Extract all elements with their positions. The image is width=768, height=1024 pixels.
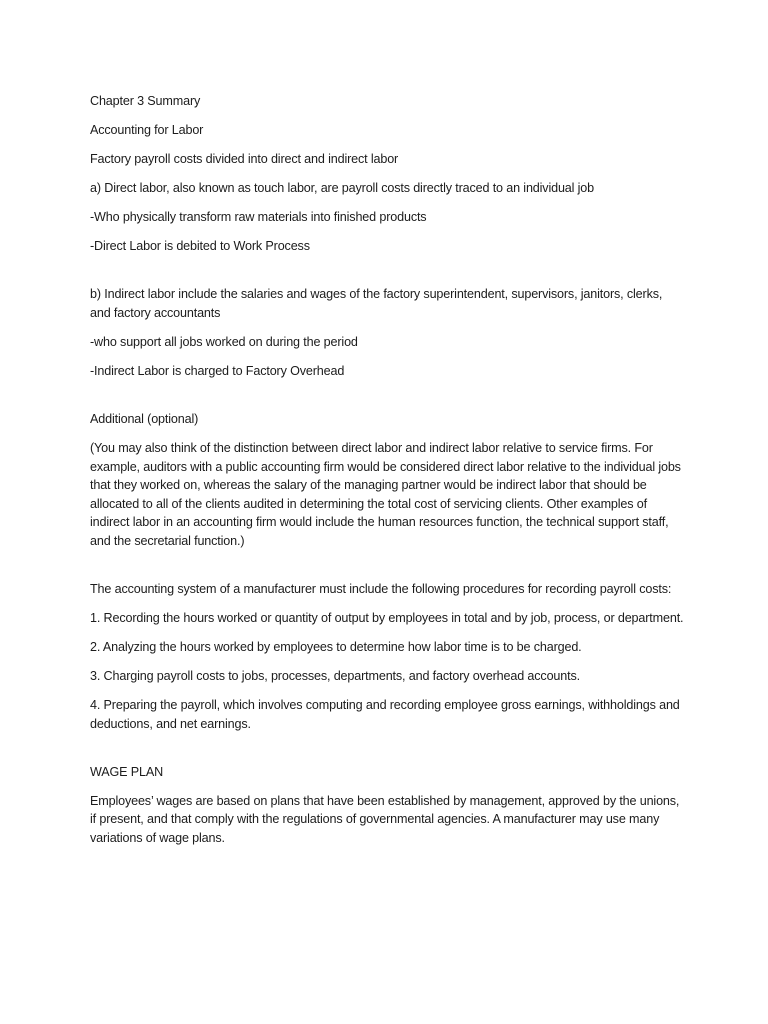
paragraph: -Who physically transform raw materials into finished products bbox=[90, 210, 427, 225]
paragraph: a) Direct labor, also known as touch labor, are payroll costs directly traced to an individual job bbox=[90, 181, 595, 196]
paragraph: -Direct Labor is debited to Work Process bbox=[90, 239, 310, 254]
paragraph: b) Indirect labor include the salaries and wages of the factory superintendent, supervisors, janitors, clerks, and factory accountants bbox=[90, 287, 663, 320]
section-heading: WAGE PLAN bbox=[90, 764, 164, 779]
paragraph: -Indirect Labor is charged to Factory Overhead bbox=[90, 364, 345, 379]
section-heading: Accounting for Labor bbox=[90, 123, 204, 138]
document-body bbox=[90, 92, 686, 858]
list-item: 3. Charging payroll costs to jobs, processes, departments, and factory overhead accounts. bbox=[90, 669, 580, 684]
list-item: 4. Preparing the payroll, which involves computing and recording employee gross earnings, withholdings and deductions, and net earnings. bbox=[90, 698, 680, 731]
chapter-title: Chapter 3 Summary bbox=[90, 94, 201, 108]
paragraph: -who support all jobs worked on during the period bbox=[90, 335, 358, 350]
paragraph: Employees’ wages are based on plans that have been established by management, approved by the unions, if present, and that comply with the regulations of governmental agencies. A manufacturer may use many variations of wage plans. bbox=[90, 793, 680, 845]
list-item: 1. Recording the hours worked or quantity of output by employees in total and by job, process, or department. bbox=[90, 610, 684, 625]
paragraph: Factory payroll costs divided into direct and indirect labor bbox=[90, 152, 399, 167]
section-heading: Additional (optional) bbox=[90, 412, 199, 427]
list-item: 2. Analyzing the hours worked by employees to determine how labor time is to be charged. bbox=[90, 639, 582, 654]
paragraph: The accounting system of a manufacturer must include the following procedures for recording payroll costs: bbox=[90, 581, 672, 596]
paragraph: (You may also think of the distinction between direct labor and indirect labor relative to service firms. For example, auditors with a public accounting firm would be considered direct labor relative to the individual jobs that they worked on, whereas the salary of the managing partner would be indirect labor that should be allocated to all of the clients audited in determining the total cost of servicing clients. Other examples of indirect labor in an accounting firm would include the human resources function, the technical support staff, and the secretarial function.) bbox=[90, 441, 681, 548]
